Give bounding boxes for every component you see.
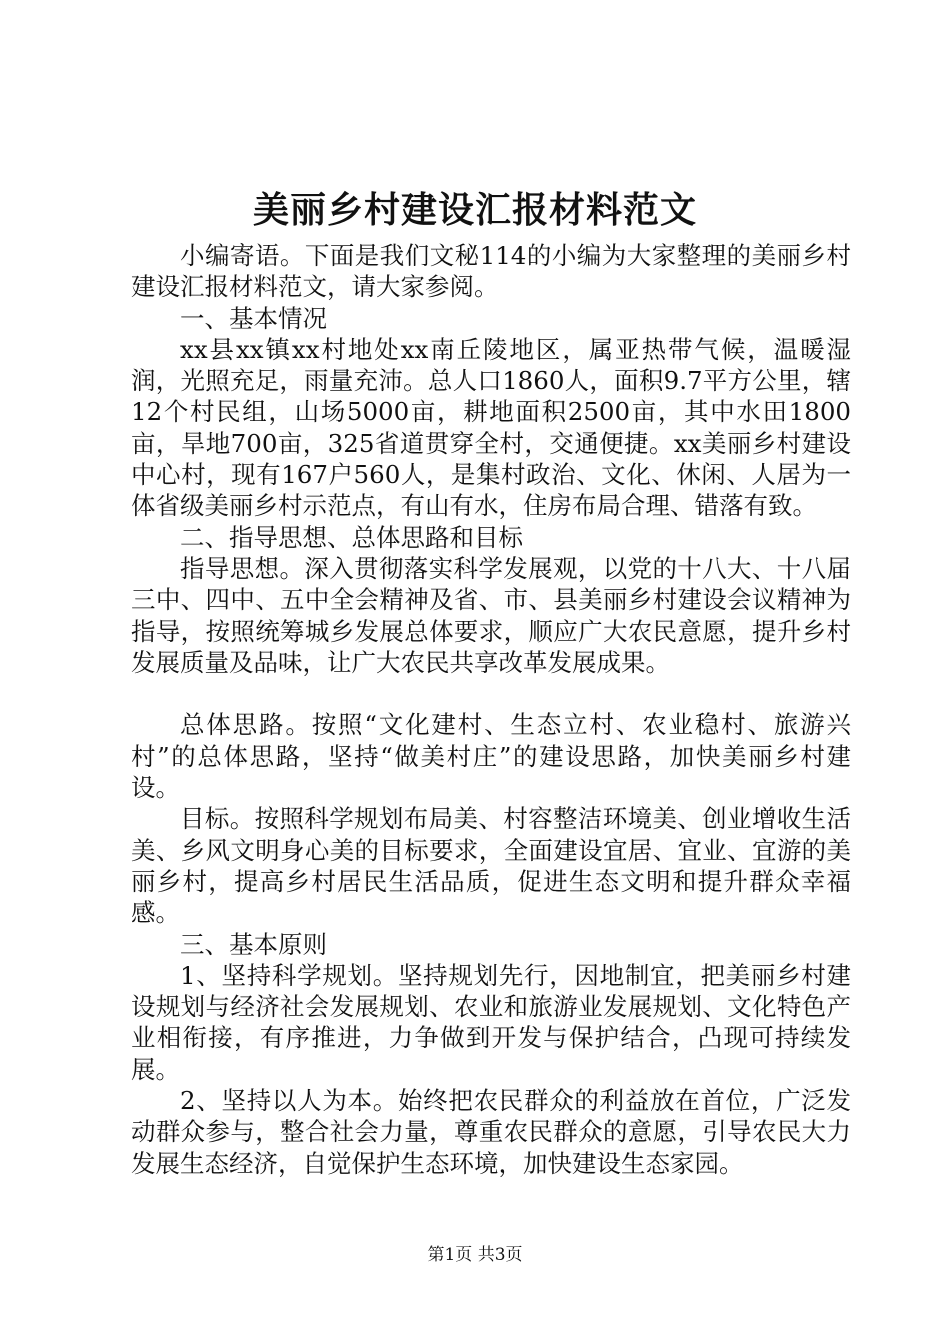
paragraph-basic-situation: xx县xx镇xx村地处xx南丘陵地区，属亚热带气候，温暖湿润，光照充足，雨量充沛。总人口1860人，面积9.7平方公里，辖12个村民组，山场5000亩，耕地面积2500亩，其中水田1800亩，旱地700亩，325省道贯穿全村，交通便捷。xx美丽乡村建设中心村，现有167户560人，是集村政治、文化、休闲、人居为一体省级美丽乡村示范点，有山有水，住房布局合理、错落有致。 — [131, 334, 851, 521]
document-body — [131, 240, 851, 1179]
paragraph-overall-approach: 总体思路。按照“文化建村、生态立村、农业稳村、旅游兴村”的总体思路，坚持“做美村庄”的建设思路，加快美丽乡村建设。 — [131, 710, 851, 803]
paragraph-intro: 小编寄语。下面是我们文秘114的小编为大家整理的美丽乡村建设汇报材料范文，请大家参阅。 — [131, 241, 851, 302]
paragraph-spacer — [131, 678, 851, 709]
page-footer: 第1页 共3页 — [427, 1245, 523, 1265]
paragraph-principle-2: 2、坚持以人为本。始终把农民群众的利益放在首位，广泛发动群众参与，整合社会力量，尊重农民群众的意愿，引导农民大力发展生态经济，自觉保护生态环境，加快建设生态家园。 — [131, 1086, 851, 1178]
heading-basic-principles: 三、基本原则 — [180, 929, 327, 959]
paragraph-guiding-ideology: 指导思想。深入贯彻落实科学发展观，以党的十八大、十八届三中、四中、五中全会精神及省、市、县美丽乡村建设会议精神为指导，按照统筹城乡发展总体要求，顺应广大农民意愿，提升乡村发展质量及品味，让广大农民共享改革发展成果。 — [131, 553, 851, 677]
heading-basic-situation: 一、基本情况 — [180, 303, 327, 333]
heading-guiding-ideology: 二、指导思想、总体思路和目标 — [180, 522, 523, 552]
paragraph-principle-1: 1、坚持科学规划。坚持规划先行，因地制宜，把美丽乡村建设规划与经济社会发展规划、农业和旅游业发展规划、文化特色产业相衔接，有序推进，力争做到开发与保护结合，凸现可持续发展。 — [131, 960, 851, 1084]
document-title: 美丽乡村建设汇报材料范文 — [252, 189, 697, 231]
paragraph-goals: 目标。按照科学规划布局美、村容整洁环境美、创业增收生活美、乡风文明身心美的目标要求，全面建设宜居、宜业、宜游的美丽乡村，提高乡村居民生活品质，促进生态文明和提升群众幸福感。 — [131, 804, 851, 928]
